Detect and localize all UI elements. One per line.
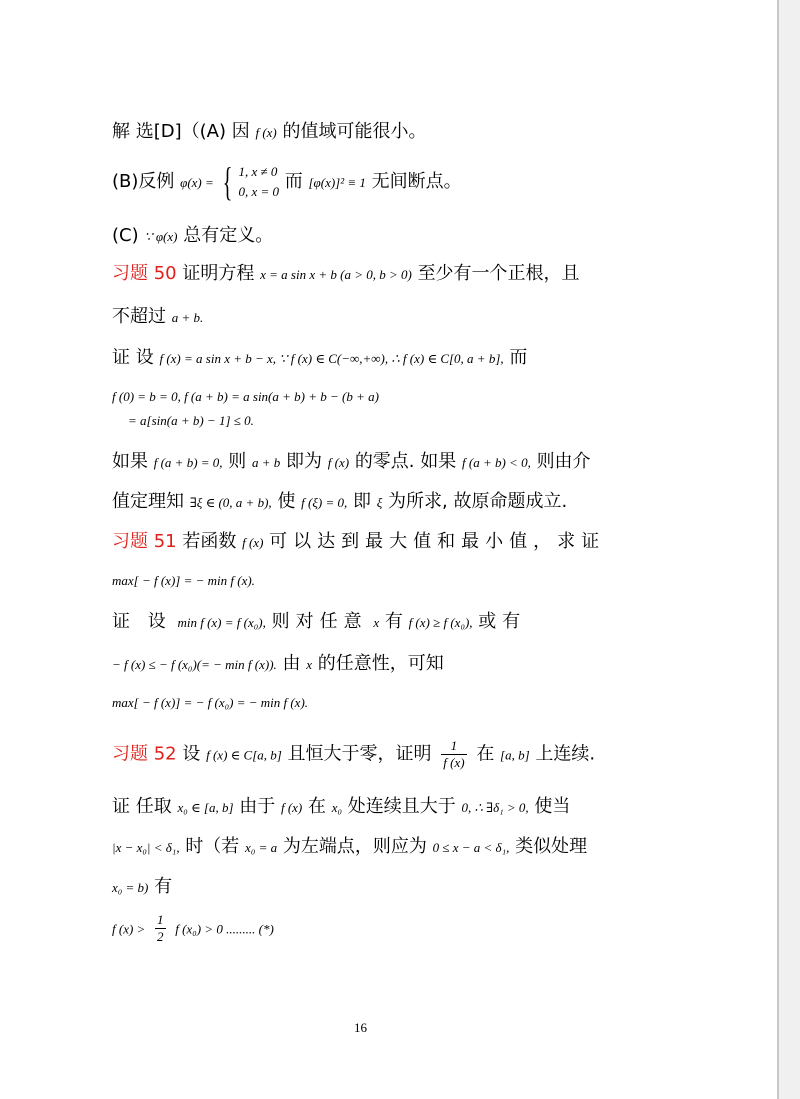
text: 即 [352, 491, 371, 512]
fraction [441, 738, 466, 771]
text: (B)反例 [112, 171, 175, 192]
text-line [112, 490, 567, 515]
text: 设 [182, 743, 201, 765]
text-line [112, 305, 203, 330]
denominator: f (x) [443, 755, 465, 770]
text-line [112, 652, 444, 677]
text-line [112, 530, 605, 555]
text: 而 [509, 347, 528, 368]
math: x₀ [331, 800, 343, 815]
page-number: 16 [354, 1020, 367, 1035]
math: x₀ ∈ [a, b] [177, 800, 234, 815]
math: x [373, 615, 380, 630]
text: 在 [308, 796, 326, 817]
text: 则由介 [536, 451, 591, 472]
math: f (x₀) > 0 ......... (*) [175, 921, 274, 937]
page-shadow [779, 0, 800, 1099]
text-line [112, 875, 172, 900]
text: 有 [154, 876, 173, 897]
math: max[ − f (x)] = − min f (x). [112, 573, 255, 588]
denominator: 2 [157, 929, 164, 944]
math: ∃ξ ∈ (0, a + b), [189, 495, 272, 510]
text: 证 任取 [112, 796, 172, 817]
math: x₀ = a [245, 840, 278, 855]
math: f (x) [242, 535, 264, 550]
math: f (x) [280, 800, 303, 815]
text: 如果 [112, 451, 148, 472]
case-2: 0, x = 0 [238, 184, 280, 199]
math: x₀ = b) [112, 880, 149, 895]
math-line [112, 568, 255, 593]
math: |x − x₀| < δ₁, [112, 840, 180, 855]
text: 有 [384, 611, 403, 632]
math: = a[sin(a + b) − 1] ≤ 0. [128, 413, 254, 428]
document-page [112, 0, 612, 1099]
text: 或有 [478, 611, 527, 632]
numerator: 1 [441, 738, 466, 755]
text-line [112, 835, 587, 860]
cases [238, 162, 279, 202]
text: 的值域可能很小。 [282, 121, 427, 142]
text: 证 设 [112, 611, 172, 632]
text: 证 设 [112, 347, 154, 368]
brace: { [222, 159, 232, 204]
text: 证明方程 [182, 263, 255, 284]
text: 而 [284, 171, 303, 192]
math: min f (x) = f (x₀), [177, 615, 266, 630]
math: [a, b] [500, 747, 530, 763]
math: f (x) ≥ f (x₀), [408, 615, 473, 630]
math: max[ − f (x)] = − f (x₀) = − min f (x). [112, 695, 309, 710]
text: 由 [282, 653, 301, 674]
text: 为所求, 故原命题成立. [388, 491, 568, 512]
exercise-label: 习题 52 [112, 743, 177, 765]
exercise-label: 习题 50 [112, 263, 177, 284]
text-line [112, 159, 462, 204]
math: − f (x) ≤ − f (x₀)(= − min f (x)). [112, 657, 277, 672]
text: 的任意性，可知 [317, 653, 444, 674]
text: 可以达到最大值和最小值，求证 [269, 531, 606, 552]
text-line [112, 346, 527, 371]
text: 且恒大于零，证明 [287, 743, 432, 765]
text: 的零点. 如果 [354, 451, 457, 472]
math: f (x) = a sin x + b − x, ∵ f (x) ∈ C(−∞,+∞), ∴ f (x) ∈ C[0, a + b], [159, 351, 504, 366]
math: ξ [376, 495, 383, 510]
text: 值定理知 [112, 491, 184, 512]
text-line [112, 795, 570, 820]
text-line [112, 610, 526, 635]
math: f (a + b) = 0, [153, 455, 223, 470]
math: ∵ φ(x) [144, 229, 178, 244]
math: x = a sin x + b (a > 0, b > 0) [260, 267, 412, 282]
text: 时（若 [185, 836, 240, 857]
math: 0 ≤ x − a < δ₁, [432, 840, 510, 855]
text: 无间断点。 [371, 171, 462, 192]
math: f (x) [327, 455, 350, 470]
text: 类似处理 [515, 836, 588, 857]
math-line [112, 912, 274, 945]
math: x [306, 657, 313, 672]
text-line [112, 450, 591, 475]
text: 上连续. [535, 743, 596, 765]
text: 使当 [534, 796, 571, 817]
math: f (x) > [112, 921, 146, 937]
text: 为左端点，则应为 [282, 836, 427, 857]
math: [φ(x)]² ≡ 1 [308, 175, 366, 190]
text-line [112, 224, 273, 249]
math: 0, ∴ ∃δ₁ > 0, [461, 800, 529, 815]
math-line [128, 408, 254, 433]
text: 即为 [286, 451, 323, 472]
text: 则 [228, 451, 247, 472]
math: f (x) ∈ C[a, b] [206, 747, 282, 763]
text: 在 [476, 743, 495, 765]
math-line [112, 690, 308, 715]
text: 解 选[D]（(A) 因 [112, 121, 250, 142]
text-line [112, 120, 426, 145]
math: f (0) = b = 0, f (a + b) = a sin(a + b) + b − (b + a) [112, 389, 379, 404]
math: a + b. [171, 310, 204, 325]
math: f (x) [255, 125, 277, 140]
text: 总有定义。 [183, 225, 274, 246]
text: 则对任意 [271, 611, 368, 632]
text: 处连续且大于 [347, 796, 456, 817]
fraction [155, 912, 166, 945]
case-1: 1, x ≠ 0 [238, 164, 278, 179]
math: a + b [252, 455, 281, 470]
math: f (ξ) = 0, [301, 495, 348, 510]
text: 由于 [239, 796, 276, 817]
text-line [112, 738, 595, 771]
text: (C) [112, 225, 145, 246]
math: φ(x) = [180, 175, 214, 190]
text: 若函数 [182, 531, 237, 552]
math-line [112, 384, 379, 409]
exercise-label: 习题 51 [112, 531, 177, 552]
text: 至少有一个正根，且 [417, 263, 580, 284]
numerator: 1 [157, 912, 164, 927]
text: 不超过 [112, 306, 166, 327]
math: f (a + b) < 0, [462, 455, 531, 470]
text: 使 [277, 491, 296, 512]
text-line [112, 262, 580, 287]
